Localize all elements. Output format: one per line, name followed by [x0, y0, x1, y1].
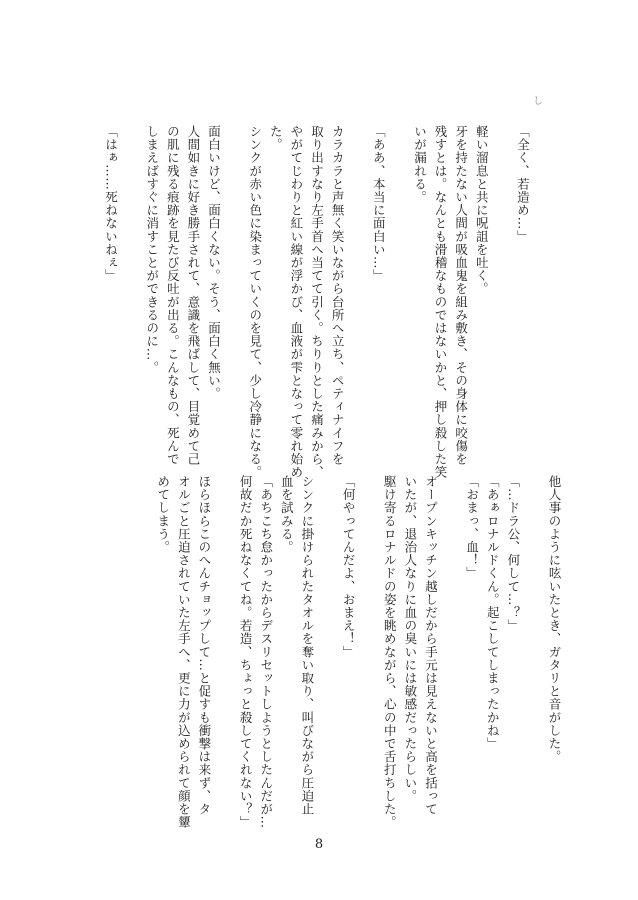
text-line: 「全く、若造め…」	[515, 125, 531, 243]
text-line: 軽い溜息と共に呪詛を吐く。	[474, 125, 490, 296]
text-line: いが漏れる。	[412, 125, 428, 204]
text-line: 「ああ、本当に面白い…」	[371, 125, 387, 283]
text-line: 残すとは。なんとも滑稽なものではないかと、押し殺した笑	[433, 125, 449, 479]
text-line: 「あぁロナルドくん。起こしてしまったかね」	[485, 475, 501, 751]
blank-line	[121, 125, 142, 455]
blank-line	[523, 475, 544, 805]
blank-line	[214, 475, 235, 805]
page-number: 8	[314, 837, 324, 852]
blank-line	[491, 125, 512, 455]
text-line: いたが、退治人なりに血の臭いには敏感だったらしい。	[402, 475, 418, 803]
blank-line	[224, 125, 245, 455]
header-mark: し	[533, 96, 543, 107]
text-line: 面白いけど、面白くない。そう、面白く無い。	[206, 125, 222, 401]
text-line: やがてじわりと紅い線が浮かび、血液が雫となって零れ始め	[288, 125, 304, 479]
text-line: 牙を持たない人間が吸血鬼を組み敷き、その身体に咬傷を	[453, 125, 469, 466]
blank-line	[358, 475, 379, 805]
text-line: 人間如きに好き勝手されて、意識を飛ばして、目覚めて己	[185, 125, 201, 466]
text-line: オルごと圧迫されていた左手へ、更に力が込められて顔を顰	[176, 475, 192, 829]
blank-line	[440, 475, 461, 805]
text-line: の肌に残る痕跡を見たび反吐が出る。こんなもの、死んで	[165, 125, 181, 466]
text-line: 血を試みる。	[279, 475, 295, 554]
text-line: シンクに掛けられたタオルを奪い取り、叫びながら圧迫止	[299, 475, 315, 816]
text-line: めてしまう。	[155, 475, 171, 554]
text-line: 「…ドラ公、何して…？」	[505, 475, 521, 633]
blank-line	[388, 125, 409, 455]
text-line: しまえばすぐに消すことができるのに…。	[144, 125, 160, 374]
text-line: ほらほらこのへんチョップして…と促すも衝撃は来ず、タ	[196, 475, 212, 816]
text-line: 「はぁ……死ねないねぇ」	[103, 125, 119, 283]
blank-line	[347, 125, 368, 455]
blank-line	[317, 475, 338, 805]
text-line: 「何やってんだよ、おまえ！」	[341, 475, 357, 659]
text-line: カラカラと声無く笑いながら台所へ立ち、ペティナイフを	[330, 125, 346, 466]
text-line: 駆け寄るロナルドの姿を眺めながら、心の中で舌打ちした。	[382, 475, 398, 829]
text-line: シンクが赤い色に染まっていくのを見て、少し冷静になる。	[247, 125, 263, 479]
text-line: 他人事のように呟いたとき、ガタリと音がした。	[547, 475, 562, 764]
lower-text-block	[152, 475, 564, 829]
text-line: 「あちこち怠かったからデスリセットしようとしたんだが…	[258, 475, 274, 829]
text-line: た。	[268, 125, 284, 152]
blank-line	[532, 125, 553, 455]
text-line: 「おまっ、血！」	[464, 475, 480, 580]
text-line: オープンキッチン越しだから手元は見えないと高を括って	[423, 475, 439, 816]
text-line: 取り出すなり左手首へ当てて引く。ちりりとした痛みから、	[309, 125, 325, 479]
upper-text-block	[100, 125, 553, 479]
text-line: 何故だか死ねなくてね。若造、ちょっと殺してくれない？」	[238, 475, 254, 829]
